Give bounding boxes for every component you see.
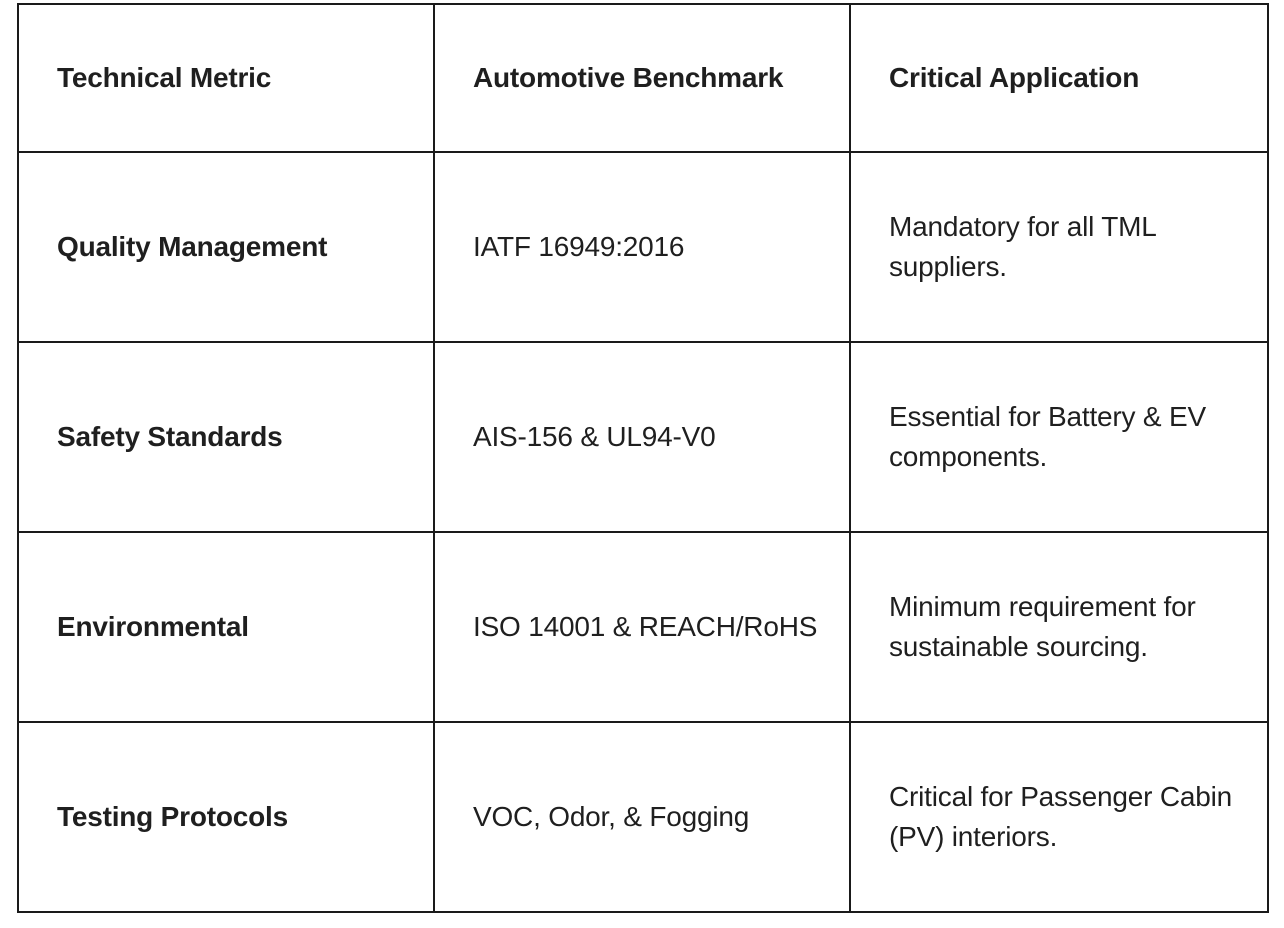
metric-cell: Testing Protocols: [18, 722, 434, 912]
table-row: [18, 152, 1268, 342]
table-row: [18, 342, 1268, 532]
header-critical-application: Critical Application: [850, 4, 1268, 152]
benchmark-cell: IATF 16949:2016: [434, 152, 850, 342]
application-cell: Essential for Battery & EV components.: [850, 342, 1268, 532]
table-header-row: [18, 4, 1268, 152]
metric-cell: Quality Management: [18, 152, 434, 342]
header-automotive-benchmark: Automotive Benchmark: [434, 4, 850, 152]
application-cell: Mandatory for all TML suppliers.: [850, 152, 1268, 342]
benchmark-cell: AIS-156 & UL94-V0: [434, 342, 850, 532]
standards-table: [17, 3, 1269, 913]
application-cell: Critical for Passenger Cabin (PV) interiors.: [850, 722, 1268, 912]
table-row: [18, 532, 1268, 722]
table-row: [18, 722, 1268, 912]
benchmark-cell: ISO 14001 & REACH/RoHS: [434, 532, 850, 722]
application-cell: Minimum requirement for sustainable sourcing.: [850, 532, 1268, 722]
metric-cell: Environmental: [18, 532, 434, 722]
header-technical-metric: Technical Metric: [18, 4, 434, 152]
metric-cell: Safety Standards: [18, 342, 434, 532]
benchmark-cell: VOC, Odor, & Fogging: [434, 722, 850, 912]
